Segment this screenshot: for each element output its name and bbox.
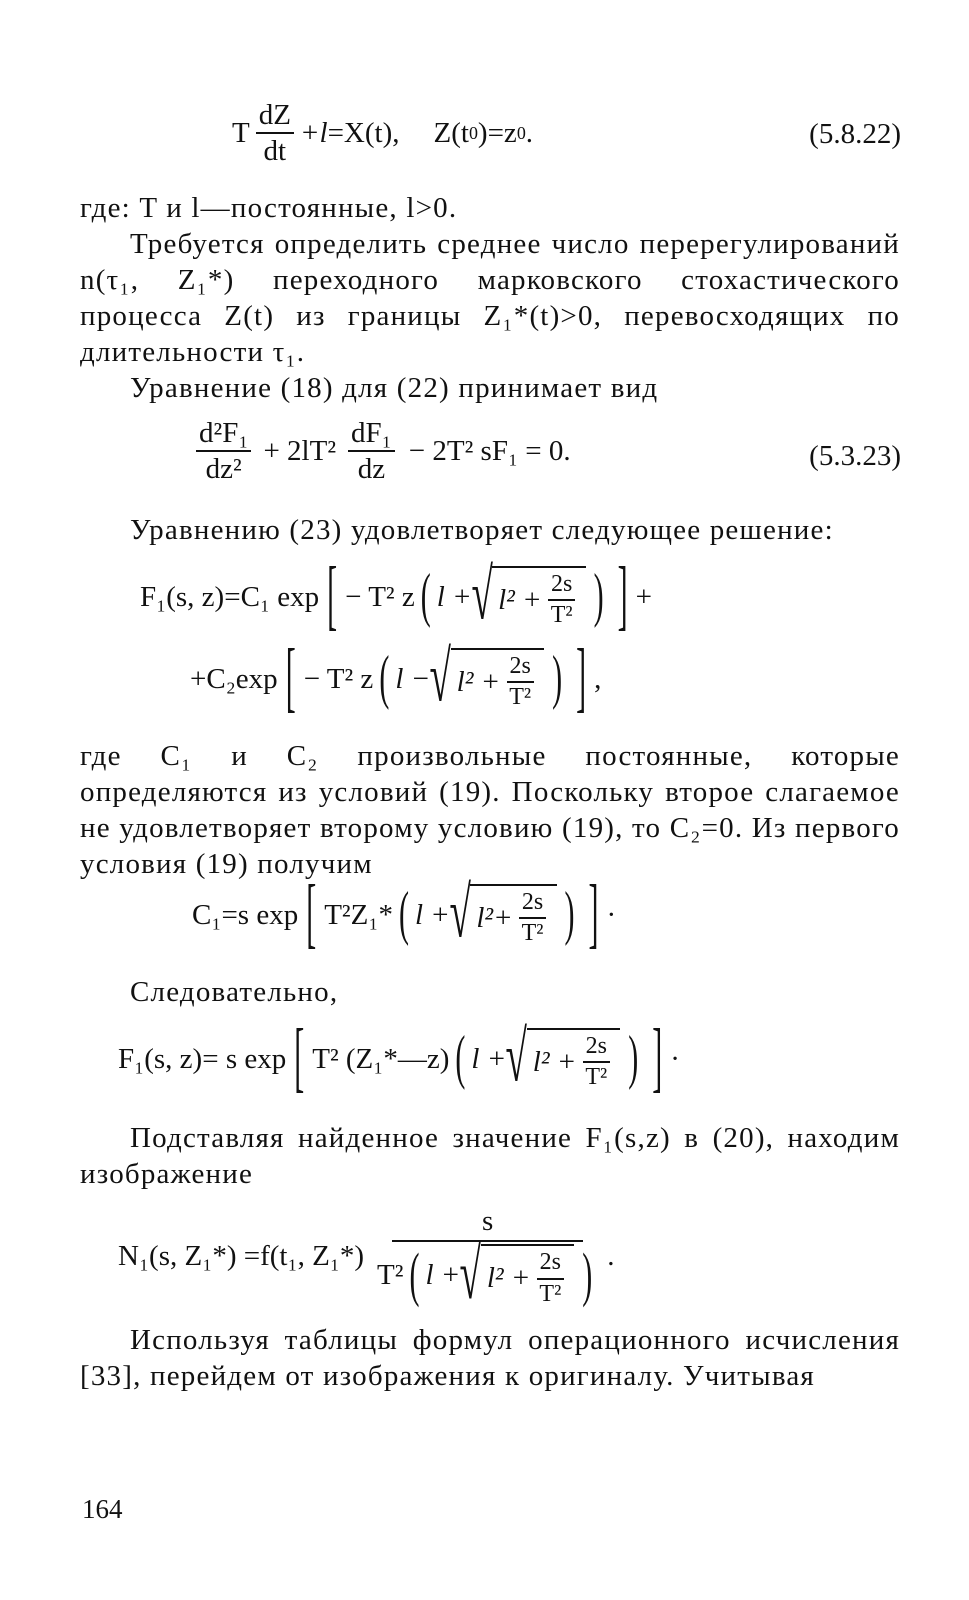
fraction [374, 1205, 601, 1315]
equation-number: (5.3.23) [809, 440, 901, 472]
equation-number: (5.8.22) [809, 118, 901, 150]
eq-term: T² [377, 1259, 404, 1292]
eq-subscript: 0 [516, 123, 526, 144]
eq-symbol: T [232, 116, 250, 149]
paragraph-constants: где C₁ и C₂ произвольные постоянные, которые определяются из условий (19). Поскольку второе слагаемое не удовлетворяет второму условию (19), то C₂=0. Из первого условия (19) получим [80, 740, 900, 880]
solution-line-2 [190, 634, 602, 721]
fraction-denominator: dt [263, 135, 287, 168]
eq-term: F₁(s, z)= s exp [118, 1042, 287, 1075]
page-number: 164 [82, 1494, 123, 1524]
right-paren: ) [582, 1242, 593, 1309]
eq-term: − T² z [303, 662, 374, 695]
paragraph-tables: Используя таблицы формул операционного исчисления [33], перейдем от изображения к оригиналу. Учитывая [80, 1324, 900, 1392]
paragraph-therefore: Следовательно, [130, 976, 339, 1008]
eq-term: F₁(s, z)=C₁ exp [140, 580, 320, 613]
square-root [429, 638, 544, 718]
eq-term: l²+ [476, 901, 513, 934]
fraction-numerator: 2s [519, 890, 546, 919]
eq-term: · [670, 1042, 680, 1075]
right-paren: ) [564, 881, 575, 948]
fraction-denominator [374, 1235, 601, 1315]
paragraph-where: где: T и l—постоянные, l>0. [80, 192, 458, 224]
fraction-denominator: T² [539, 1280, 562, 1307]
radical-sign: √ [459, 1235, 482, 1315]
eq-term: l − [395, 662, 431, 695]
right-bracket: ] [576, 634, 587, 721]
right-bracket: ] [652, 1014, 663, 1101]
fraction [536, 1250, 564, 1306]
radicand [451, 648, 544, 710]
radical-sign: √ [449, 874, 471, 954]
fraction-denominator: T² [509, 684, 532, 711]
radical-sign: √ [471, 556, 493, 636]
radical-sign: √ [505, 1018, 528, 1098]
left-paren: ( [409, 1242, 420, 1309]
square-root [459, 1235, 574, 1315]
fraction [196, 418, 251, 485]
left-bracket: [ [294, 1014, 305, 1101]
left-paren: ( [420, 563, 431, 630]
fraction-denominator: T² [521, 920, 544, 947]
fraction-numerator: 2s [507, 654, 534, 683]
eq-term: . [525, 116, 534, 149]
fraction [582, 1034, 610, 1090]
equation-5-8-22 [232, 100, 533, 167]
eq-term: l + [471, 1042, 507, 1075]
eq-term: l² + [532, 1045, 577, 1078]
equation-c1 [192, 870, 617, 957]
radicand [481, 1244, 574, 1306]
equation-5-3-23 [190, 418, 571, 485]
fraction-numerator: 2s [583, 1034, 610, 1063]
eq-term: C₁=s exp [192, 898, 299, 931]
equation-f1 [118, 1014, 680, 1101]
right-bracket: ] [617, 552, 628, 639]
fraction-numerator: d²F₁ [196, 418, 251, 452]
eq-term: − 2T² sF₁ = 0. [408, 434, 571, 467]
fraction-denominator: dz² [205, 453, 242, 486]
eq-term: N₁(s, Z₁*) =f(t₁, Z₁*) [118, 1239, 365, 1272]
eq-term: l + [436, 580, 472, 613]
equation-n1 [118, 1205, 615, 1315]
fraction [256, 100, 294, 167]
left-paren: ( [455, 1025, 466, 1092]
fraction [519, 890, 547, 946]
paragraph-substitution: Подставляя найденное значение F₁(s,z) в (20), находим изображение [80, 1122, 900, 1190]
eq-term: + 2lT² [263, 434, 337, 467]
fraction-numerator: dZ [256, 100, 294, 134]
eq-term: l² + [486, 1262, 531, 1295]
fraction-numerator: 2s [548, 572, 575, 601]
fraction-numerator: 2s [537, 1250, 564, 1279]
fraction-numerator: s [392, 1206, 583, 1242]
fraction [548, 572, 576, 628]
left-paren: ( [398, 881, 409, 948]
left-bracket: [ [306, 870, 317, 957]
right-bracket: ] [588, 870, 599, 957]
radicand [527, 1028, 620, 1090]
paragraph-solution-intro: Уравнению (23) удовлетворяет следующее решение: [130, 514, 834, 546]
eq-term: =X(t), [327, 116, 400, 149]
right-paren: ) [552, 645, 563, 712]
eq-term: l² + [498, 583, 542, 616]
eq-term: +C₂exp [190, 662, 278, 695]
right-paren: ) [593, 563, 604, 630]
fraction [348, 418, 395, 485]
fraction-numerator: dF₁ [348, 418, 395, 452]
eq-term: )=z [477, 116, 517, 149]
eq-term: l + [425, 1259, 461, 1292]
fraction-denominator: T² [585, 1064, 608, 1091]
eq-term: T²Z₁* [324, 898, 393, 931]
paragraph-equation-intro: Уравнение (18) для (22) принимает вид [130, 372, 659, 404]
eq-term: l + [414, 898, 450, 931]
fraction-denominator: dz [357, 453, 386, 486]
eq-term: − T² z [345, 580, 415, 613]
eq-term: T² (Z₁*—z) [312, 1042, 450, 1075]
solution-line-1 [140, 552, 652, 639]
fraction [506, 654, 534, 710]
eq-term: l² + [456, 665, 501, 698]
eq-term: . [607, 1239, 615, 1272]
eq-term: + [635, 580, 652, 613]
radicand [492, 566, 585, 628]
eq-term: Z(t [433, 116, 469, 149]
right-paren: ) [628, 1025, 639, 1092]
radicand [470, 884, 556, 946]
square-root [471, 556, 586, 636]
left-bracket: [ [327, 552, 338, 639]
left-bracket: [ [285, 634, 296, 721]
eq-subscript: 0 [468, 123, 478, 144]
paragraph-requirement: Требуется определить среднее число перерегулирований n(τ₁, Z₁*) переходного марковского стохастического процесса Z(t) из границы Z₁*(t)>0, перевосходящих по длительности τ₁. [80, 228, 900, 368]
radical-sign: √ [429, 638, 452, 718]
left-paren: ( [379, 645, 390, 712]
fraction-denominator: T² [550, 602, 573, 629]
eq-term: · [606, 898, 617, 931]
eq-term: +l [299, 116, 328, 149]
square-root [449, 874, 557, 954]
square-root [505, 1018, 620, 1098]
eq-term: , [594, 662, 602, 695]
